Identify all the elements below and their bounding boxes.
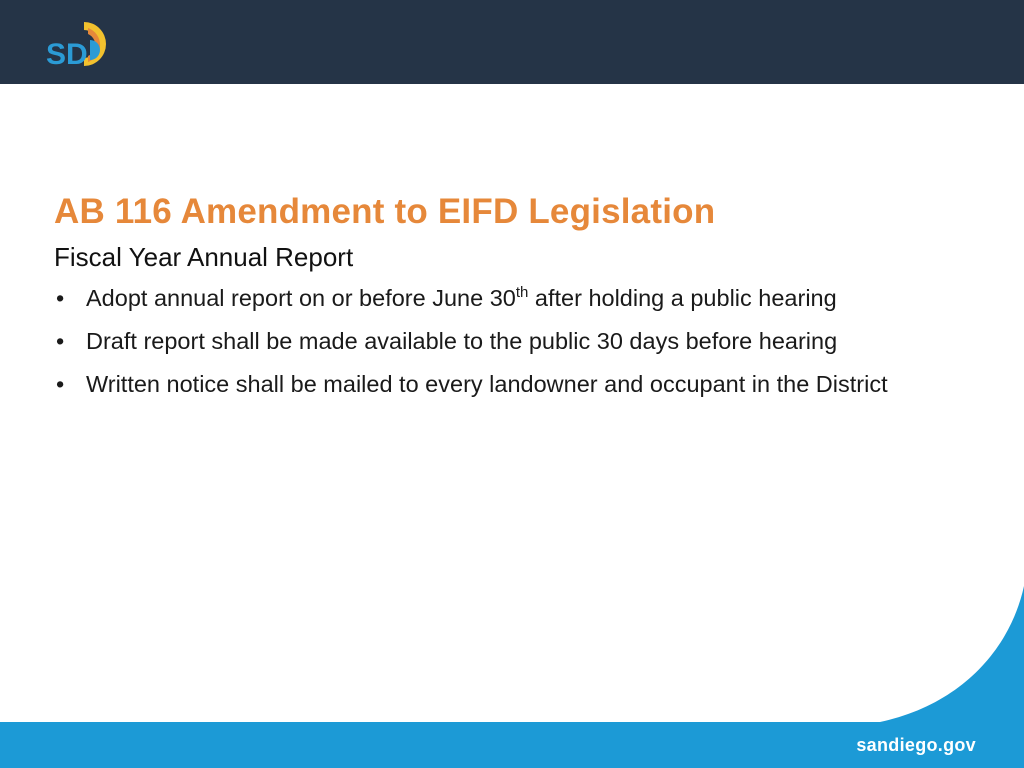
- slide-subtitle: Fiscal Year Annual Report: [54, 242, 354, 272]
- bullet-item-written-notice: [54, 366, 984, 403]
- slide-title: AB 116 Amendment to EIFD Legislation: [54, 192, 716, 231]
- website-label: sandiego.gov: [856, 735, 976, 755]
- bullet-text-start: Adopt annual report on or before June 30: [86, 285, 516, 311]
- logo-text: SD: [46, 38, 88, 70]
- bullet-superscript: th: [515, 284, 529, 301]
- bullet-text-end: after holding a public hearing: [528, 285, 837, 311]
- bullet-marker: •: [56, 371, 65, 397]
- bullet-marker: •: [56, 285, 65, 311]
- bullet-list: [54, 280, 984, 403]
- bullet-item-annual-report: [54, 280, 984, 317]
- bullet-item-draft-report: [54, 323, 984, 360]
- bullet-marker: •: [56, 328, 65, 354]
- bullet-text: Draft report shall be made available to the public 30 days before hearing: [86, 328, 838, 354]
- bullet-text: Written notice shall be mailed to every landowner and occupant in the District: [86, 371, 888, 397]
- slide-content: [54, 190, 984, 409]
